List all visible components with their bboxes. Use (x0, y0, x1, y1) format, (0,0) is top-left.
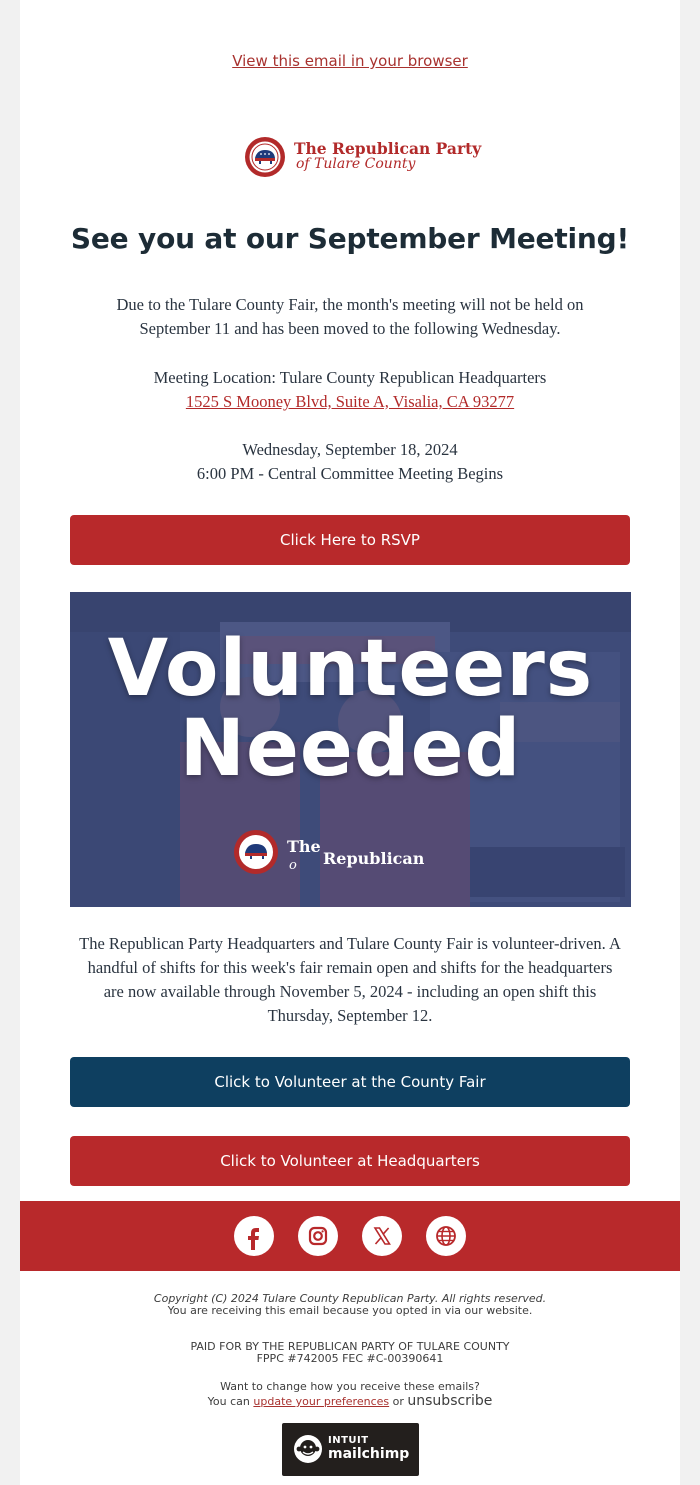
schedule-block (60, 438, 640, 486)
meeting-time: 6:00 PM - Central Committee Meeting Begins (196, 464, 504, 483)
intro-line-1: Due to the Tulare County Fair, the month's meeting will not be held on (116, 295, 584, 314)
footer-legal (20, 1293, 680, 1317)
paid-for-text: PAID FOR BY THE REPUBLICAN PARTY OF TULARE COUNTY (190, 1340, 510, 1353)
intro-line-2: September 11 and has been moved to the following Wednesday. (139, 319, 561, 338)
email-body (20, 0, 680, 1485)
meeting-date: Wednesday, September 18, 2024 (242, 440, 458, 459)
volunteer-line-2: handful of shifts for this week's fair remain open and shifts for the headquarters (87, 958, 613, 977)
reason-text: You are receiving this email because you opted in via our website. (167, 1304, 533, 1317)
intro-text (60, 293, 640, 341)
banner-seal-icon (233, 829, 279, 875)
instagram-icon[interactable] (298, 1216, 338, 1256)
party-logo (244, 134, 482, 180)
fppc-fec-ids: FPPC #742005 FEC #C-00390641 (256, 1352, 444, 1365)
social-footer (20, 1201, 680, 1271)
view-in-browser-link[interactable]: View this email in your browser (232, 52, 468, 70)
logo-title: The Republican Party (294, 139, 482, 158)
volunteer-line-3: are now available through November 5, 2024 - including an open shift this (103, 982, 597, 1001)
location-label: Meeting Location: Tulare County Republican Headquarters (153, 368, 547, 387)
volunteer-line-1: The Republican Party Headquarters and Tulare County Fair is volunteer-driven. A (79, 934, 621, 953)
mailchimp-icon (292, 1433, 324, 1465)
footer-preferences (20, 1381, 680, 1408)
mailchimp-intuit-label: INTUIT (328, 1435, 369, 1446)
volunteer-text (60, 932, 640, 1028)
copyright-text: Copyright (C) 2024 Tulare County Republican Party. All rights reserved. (153, 1292, 547, 1305)
mailchimp-name-label: mailchimp (328, 1446, 410, 1462)
volunteer-hq-button[interactable]: Click to Volunteer at Headquarters (70, 1136, 630, 1186)
footer-disclosure (20, 1341, 680, 1365)
change-question: Want to change how you receive these emails? (220, 1380, 480, 1393)
volunteer-fair-button[interactable]: Click to Volunteer at the County Fair (70, 1057, 630, 1107)
banner-line-2: Needed (179, 704, 522, 794)
address-link[interactable]: 1525 S Mooney Blvd, Suite A, Visalia, CA 93277 (185, 392, 515, 411)
mailchimp-badge[interactable] (282, 1423, 419, 1476)
banner-party-the: The (287, 837, 321, 856)
banner-line-1: Volunteers (107, 624, 594, 714)
logo-subtitle: of Tulare County (296, 156, 416, 172)
volunteer-line-4: Thursday, September 12. (267, 1006, 433, 1025)
x-icon[interactable] (362, 1216, 402, 1256)
you-can-text: You can (207, 1395, 250, 1408)
facebook-icon[interactable] (234, 1216, 274, 1256)
location-block (60, 366, 640, 414)
or-text: or (392, 1395, 404, 1408)
party-seal-icon (244, 136, 286, 178)
banner-party-republican: Republican (323, 849, 425, 868)
banner-party-o: o (289, 858, 297, 873)
update-preferences-link[interactable]: update your preferences (253, 1395, 390, 1408)
volunteers-banner[interactable] (70, 592, 631, 907)
website-icon[interactable] (426, 1216, 466, 1256)
page-title: See you at our September Meeting! (70, 222, 630, 255)
unsubscribe-link[interactable]: unsubscribe (407, 1393, 493, 1409)
rsvp-button[interactable]: Click Here to RSVP (70, 515, 630, 565)
